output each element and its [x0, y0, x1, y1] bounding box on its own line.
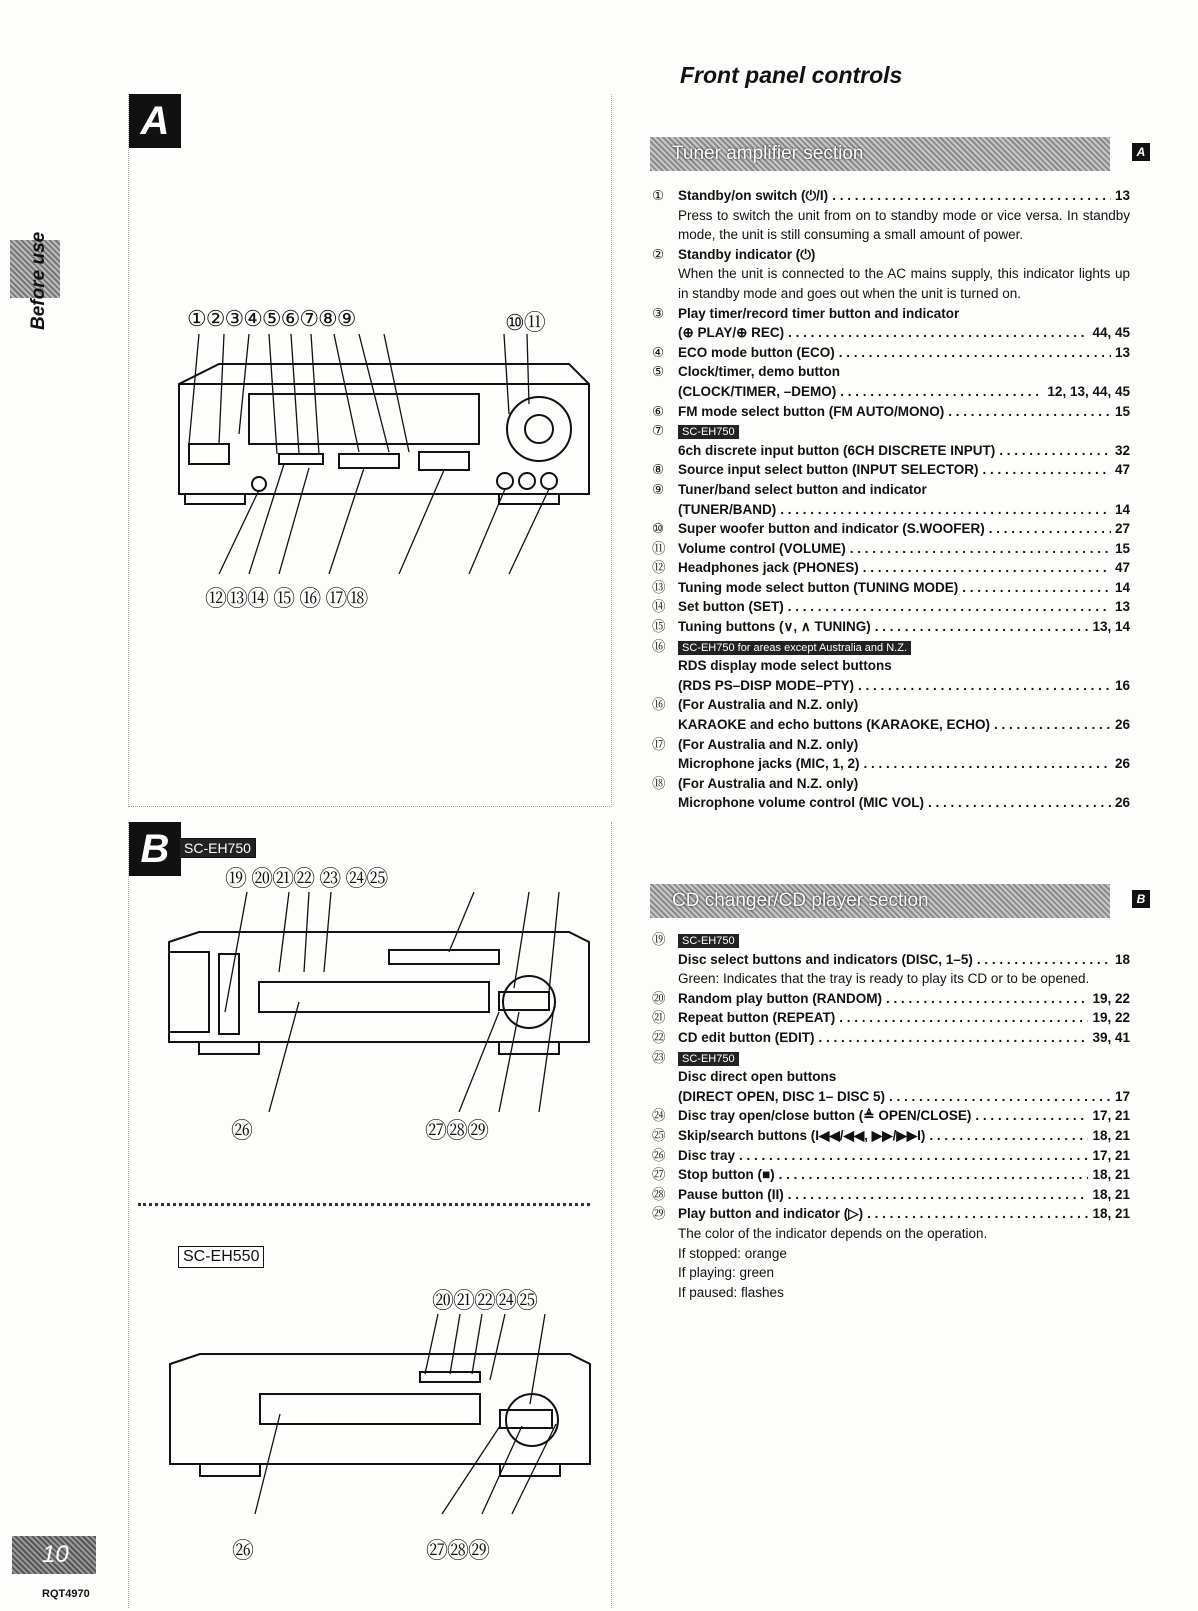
section-b-letter: B — [1132, 890, 1150, 908]
item-sub-line — [678, 754, 1130, 774]
item-page: 18, 21 — [1092, 1127, 1130, 1143]
item-label-line — [678, 597, 1130, 617]
item-label: Clock/timer, demo button — [678, 364, 841, 380]
item-number: ⑨ — [652, 481, 665, 497]
panel-b-callouts-bottom-550: ㉗㉘㉙ — [426, 1538, 490, 1563]
dot-leader — [839, 1008, 1088, 1028]
item-label: Standby/on switch (⏻/I) — [678, 188, 829, 203]
item-page: 13 — [1114, 188, 1130, 203]
item-label: Stop button (■) — [678, 1167, 775, 1183]
list-item — [652, 1028, 1130, 1048]
dot-leader — [889, 1087, 1111, 1107]
item-label: ECO mode button (ECO) — [678, 344, 835, 360]
dot-leader — [739, 1146, 1088, 1166]
item-page: 18 — [1114, 951, 1130, 967]
panel-b-callout-26: ㉖ — [231, 1118, 253, 1143]
panel-b-callouts-bottom: ㉗㉘㉙ — [425, 1118, 489, 1143]
item-label-line — [678, 1067, 1130, 1087]
item-number: ㉔ — [652, 1108, 666, 1124]
item-sub-line — [678, 500, 1130, 520]
item-label: Disc select buttons and indicators (DISC, 1–5) — [678, 951, 973, 967]
dot-leader — [994, 715, 1111, 735]
item-label: Disc direct open buttons — [678, 1069, 837, 1085]
item-page: 17, 21 — [1092, 1147, 1130, 1163]
list-item — [652, 1165, 1130, 1185]
item-label-line — [678, 578, 1130, 598]
list-item — [652, 695, 1130, 734]
item-sub-line — [678, 323, 1130, 343]
item-sub-line — [678, 793, 1130, 813]
item-label: Pause button (II) — [678, 1186, 784, 1202]
item-label: RDS display mode select buttons — [678, 658, 892, 674]
item-note: If playing: green — [678, 1265, 775, 1281]
dot-leader — [999, 441, 1111, 461]
item-page: 18, 21 — [1092, 1206, 1130, 1222]
dot-leader — [989, 519, 1111, 539]
section-a-letter: A — [1132, 143, 1150, 161]
section-b-list — [652, 930, 1130, 1302]
item-number: ㉕ — [652, 1127, 666, 1143]
item-sub-label: (⊕ PLAY/⊕ REC) — [678, 325, 785, 341]
item-sub-page: 44, 45 — [1092, 325, 1130, 341]
item-number: ㉙ — [652, 1206, 666, 1222]
item-sub-page: 14 — [1114, 501, 1130, 517]
doc-code: RQT4970 — [42, 1588, 90, 1600]
list-item — [652, 460, 1130, 480]
item-sub-label: Microphone volume control (MIC VOL) — [678, 795, 924, 811]
item-number: ⑦ — [652, 423, 665, 439]
item-label-line — [678, 1008, 1130, 1028]
item-page: 18, 21 — [1092, 1186, 1130, 1202]
item-number: ⑬ — [652, 579, 666, 595]
section-b-heading-bar — [650, 884, 1146, 918]
item-label: FM mode select button (FM AUTO/MONO) — [678, 403, 945, 419]
item-number: ㉑ — [652, 1010, 666, 1026]
item-number: ⑩ — [652, 521, 665, 537]
item-label-line — [678, 245, 1130, 265]
item-description: The color of the indicator depends on the operation. — [678, 1225, 988, 1241]
item-label-line — [678, 362, 1130, 382]
item-sub-page: 26 — [1114, 717, 1130, 733]
item-page: 14 — [1114, 579, 1130, 595]
model-tag-line — [678, 930, 1130, 950]
model-tag: SC-EH750 — [678, 934, 739, 948]
panel-b-callouts-top: ⑲ ⑳㉑㉒ ㉓ ㉔㉕ — [225, 866, 388, 891]
item-label-line — [678, 617, 1130, 637]
list-item — [652, 1048, 1130, 1107]
item-note: If stopped: orange — [678, 1245, 787, 1261]
dot-leader — [875, 617, 1089, 637]
section-b-heading: CD changer/CD player section — [672, 890, 929, 911]
panel-b-callouts-top-550: ⑳㉑㉒㉔㉕ — [432, 1288, 538, 1313]
item-page: 39, 41 — [1092, 1029, 1130, 1045]
list-item — [652, 1185, 1130, 1205]
item-label: Disc tray — [678, 1147, 736, 1163]
item-number: ③ — [652, 305, 665, 321]
model-tag-line — [678, 421, 1130, 441]
item-number: ① — [652, 188, 665, 203]
list-item — [652, 1204, 1130, 1302]
item-label-line — [678, 441, 1130, 461]
dot-leader — [850, 539, 1111, 559]
item-page: 47 — [1114, 560, 1130, 576]
item-sub-line — [678, 715, 1130, 735]
item-label-line — [678, 695, 1130, 715]
list-item — [652, 1106, 1130, 1126]
page-number: 10 — [12, 1536, 96, 1574]
panel-b-letter: B — [129, 822, 181, 876]
list-item — [652, 245, 1130, 304]
item-page: 19, 22 — [1092, 990, 1130, 1006]
section-a-heading: Tuner amplifier section — [672, 143, 864, 164]
list-item — [652, 519, 1130, 539]
panel-a-top-callouts: ①②③④⑤⑥⑦⑧⑨ — [187, 306, 356, 331]
item-number: ⑲ — [652, 932, 666, 947]
dot-leader — [840, 382, 1043, 402]
dot-leader — [818, 1028, 1088, 1048]
item-label: Tuning buttons (∨, ∧ TUNING) — [678, 619, 871, 635]
dot-leader — [780, 500, 1111, 520]
item-label-line — [678, 1146, 1130, 1166]
section-a-list — [652, 186, 1130, 813]
item-number: ㉗ — [652, 1167, 666, 1183]
model-tag: SC-EH750 for areas except Australia and N.Z. — [678, 641, 911, 655]
panel-a — [128, 94, 612, 807]
panel-a-letter: A — [129, 94, 181, 148]
item-number: ⑧ — [652, 462, 665, 478]
list-item — [652, 1008, 1130, 1028]
item-page: 32 — [1114, 442, 1130, 458]
item-label-line — [678, 1126, 1130, 1146]
item-label: Source input select button (INPUT SELECTOR) — [678, 462, 979, 478]
dot-leader — [948, 402, 1111, 422]
item-page: 13 — [1114, 344, 1130, 360]
model-tag-line — [678, 637, 1130, 657]
item-label: Set button (SET) — [678, 599, 784, 615]
list-item — [652, 617, 1130, 637]
item-number: ⑫ — [652, 560, 666, 576]
item-sub-page: 26 — [1114, 795, 1130, 811]
separator-dotted — [138, 1203, 590, 1206]
list-item — [652, 735, 1130, 774]
item-page: 15 — [1114, 403, 1130, 419]
item-description: Green: Indicates that the tray is ready to play its CD or to be opened. — [678, 971, 1090, 987]
dot-leader — [983, 460, 1111, 480]
item-sub-label: (DIRECT OPEN, DISC 1– DISC 5) — [678, 1088, 886, 1104]
item-label-line — [678, 1106, 1130, 1126]
panel-a-bottom-callouts: ⑫⑬⑭ ⑮ ⑯ ⑰⑱ — [205, 586, 368, 611]
dot-leader — [788, 323, 1088, 343]
list-item — [652, 343, 1130, 363]
item-label-line — [678, 519, 1130, 539]
item-label: (For Australia and N.Z. only) — [678, 736, 859, 752]
item-label-line — [678, 460, 1130, 480]
item-label: Super woofer button and indicator (S.WOOFER) — [678, 521, 985, 537]
item-label-line — [678, 1165, 1130, 1185]
item-label: Random play button (RANDOM) — [678, 990, 882, 1006]
item-sub-page: 17 — [1114, 1088, 1130, 1104]
model-tag: SC-EH750 — [678, 425, 739, 439]
list-item — [652, 930, 1130, 989]
dot-leader — [886, 989, 1088, 1009]
item-number: ⑰ — [652, 736, 666, 752]
item-sub-page: 26 — [1114, 756, 1130, 772]
item-label-line — [678, 304, 1130, 324]
item-label: Standby indicator (⏻) — [678, 246, 816, 262]
item-label: Headphones jack (PHONES) — [678, 560, 859, 576]
item-number: ⑮ — [652, 619, 666, 635]
item-sub-label: Microphone jacks (MIC, 1, 2) — [678, 756, 860, 772]
item-label-line — [678, 558, 1130, 578]
item-description: When the unit is connected to the AC mains supply, this indicator lights up in standby mode and goes out when the unit is turned on. — [678, 266, 1130, 301]
item-label-line — [678, 735, 1130, 755]
item-number: ⑤ — [652, 364, 665, 380]
list-item — [652, 186, 1130, 245]
item-page: 47 — [1114, 462, 1130, 478]
item-label: Skip/search buttons (I◀◀/◀◀, ▶▶/▶▶I) — [678, 1127, 926, 1143]
item-label-line — [678, 343, 1130, 363]
dot-leader — [962, 578, 1111, 598]
model-tag: SC-EH750 — [678, 1052, 739, 1066]
list-item — [652, 989, 1130, 1009]
item-label-line — [678, 402, 1130, 422]
item-label-line — [678, 186, 1130, 206]
dot-leader — [975, 1106, 1088, 1126]
item-number: ㉘ — [652, 1186, 666, 1202]
item-number: ⑪ — [652, 540, 666, 556]
list-item — [652, 304, 1130, 343]
item-number: ⑯ — [652, 638, 666, 654]
dot-leader — [863, 558, 1111, 578]
list-item — [652, 402, 1130, 422]
list-item — [652, 1126, 1130, 1146]
item-number: ⑭ — [652, 599, 666, 615]
item-label-line — [678, 1204, 1130, 1224]
item-label: Tuner/band select button and indicator — [678, 481, 927, 497]
item-label: (For Australia and N.Z. only) — [678, 775, 859, 791]
item-label: Play button and indicator (▷) — [678, 1206, 864, 1222]
list-item — [652, 539, 1130, 559]
item-page: 19, 22 — [1092, 1010, 1130, 1026]
dot-leader — [788, 597, 1111, 617]
list-item — [652, 480, 1130, 519]
item-page: 27 — [1114, 521, 1130, 537]
list-item — [652, 774, 1130, 813]
list-item — [652, 421, 1130, 460]
item-note: If paused: flashes — [678, 1284, 784, 1300]
item-sub-line — [678, 676, 1130, 696]
model-eh550-tag: SC-EH550 — [178, 1246, 264, 1268]
item-label-line — [678, 774, 1130, 794]
item-label: Repeat button (REPEAT) — [678, 1010, 836, 1026]
item-label: 6ch discrete input button (6CH DISCRETE INPUT) — [678, 442, 996, 458]
amplifier-illustration — [159, 334, 599, 574]
item-sub-label: (CLOCK/TIMER, –DEMO) — [678, 383, 837, 399]
dot-leader — [864, 754, 1111, 774]
section-a-heading-bar — [650, 137, 1146, 171]
item-label-line — [678, 1028, 1130, 1048]
panel-b-callout-26-550: ㉖ — [232, 1538, 254, 1563]
item-number: ㉒ — [652, 1029, 666, 1045]
item-number: ㉖ — [652, 1147, 666, 1163]
item-number: ⑳ — [652, 990, 666, 1006]
item-number: ⑥ — [652, 403, 665, 419]
item-label: CD edit button (EDIT) — [678, 1029, 815, 1045]
dot-leader — [929, 1126, 1088, 1146]
item-label-line — [678, 656, 1130, 676]
dot-leader — [977, 950, 1111, 970]
item-sub-label: (TUNER/BAND) — [678, 501, 777, 517]
list-item — [652, 597, 1130, 617]
item-label-line — [678, 989, 1130, 1009]
item-number: ⑯ — [652, 697, 666, 713]
item-label-line — [678, 1185, 1130, 1205]
item-sub-line — [678, 1087, 1130, 1107]
list-item — [652, 362, 1130, 401]
item-page: 13, 14 — [1092, 619, 1130, 635]
item-number: ④ — [652, 344, 665, 360]
item-label-line — [678, 539, 1130, 559]
list-item — [652, 1146, 1130, 1166]
cd-player-illustration — [160, 1314, 600, 1534]
item-page: 13 — [1114, 599, 1130, 615]
dot-leader — [779, 1165, 1089, 1185]
side-tab-label: Before use — [28, 231, 49, 330]
item-label: (For Australia and N.Z. only) — [678, 697, 859, 713]
item-number: ㉓ — [652, 1049, 666, 1065]
item-sub-page: 16 — [1114, 677, 1130, 693]
item-sub-page: 12, 13, 44, 45 — [1047, 383, 1130, 399]
dot-leader — [858, 676, 1111, 696]
panel-b-model-eh750: SC-EH750 — [179, 838, 256, 858]
item-sub-line — [678, 382, 1130, 402]
item-label: Volume control (VOLUME) — [678, 540, 846, 556]
item-label: Disc tray open/close button (≜ OPEN/CLOSE) — [678, 1108, 972, 1124]
item-sub-label: KARAOKE and echo buttons (KARAOKE, ECHO) — [678, 717, 990, 733]
item-label: Play timer/record timer button and indicator — [678, 305, 960, 321]
item-description: Press to switch the unit from on to standby mode or vice versa. In standby mode, the unit is still consuming a small amount of power. — [678, 207, 1130, 243]
page-title: Front panel controls — [680, 62, 903, 88]
dot-leader — [928, 793, 1111, 813]
item-sub-label: (RDS PS–DISP MODE–PTY) — [678, 677, 855, 693]
item-page: 18, 21 — [1092, 1167, 1130, 1183]
item-label: Tuning mode select button (TUNING MODE) — [678, 579, 959, 595]
panel-a-top-callouts-right: ⑩⑪ — [505, 310, 545, 335]
cd-changer-illustration — [159, 892, 599, 1112]
list-item — [652, 558, 1130, 578]
dot-leader — [867, 1204, 1088, 1224]
item-number: ② — [652, 246, 665, 262]
item-number: ⑱ — [652, 775, 666, 791]
item-page: 17, 21 — [1092, 1108, 1130, 1124]
item-page: 15 — [1114, 540, 1130, 556]
dot-leader — [839, 343, 1111, 363]
dot-leader — [832, 186, 1111, 206]
item-label-line — [678, 480, 1130, 500]
model-tag-line — [678, 1048, 1130, 1068]
list-item — [652, 578, 1130, 598]
list-item — [652, 637, 1130, 696]
dot-leader — [788, 1185, 1089, 1205]
item-label-line — [678, 950, 1130, 970]
